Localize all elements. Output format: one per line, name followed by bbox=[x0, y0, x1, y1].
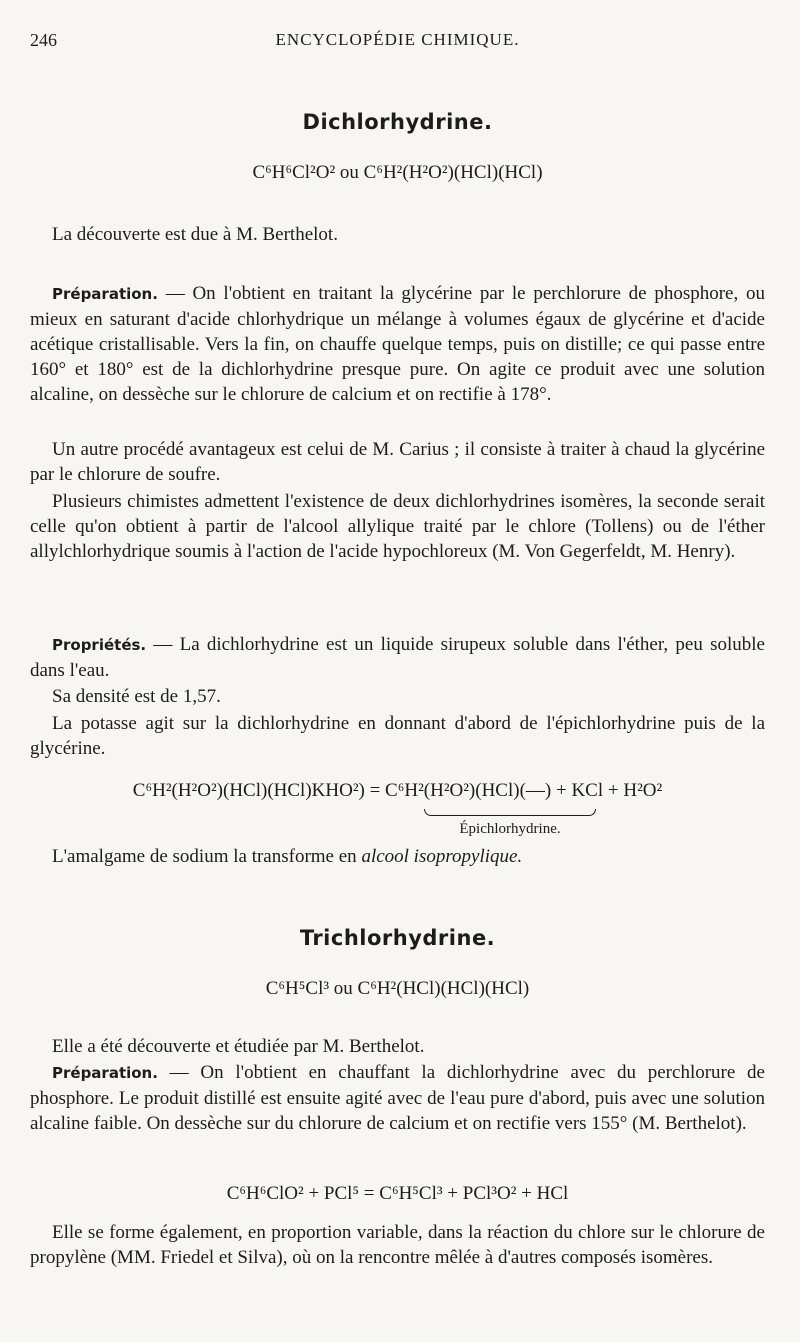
properties-text: — La dichlorhydrine est un liquide sirupeux soluble dans l'éther, peu soluble dans l'eau. bbox=[30, 634, 765, 681]
brace-group bbox=[410, 803, 610, 838]
brace-label: Épichlorhydrine. bbox=[459, 821, 561, 837]
discovery-trichlorhydrine: Elle a été découverte et étudiée par M. Berthelot. bbox=[52, 1036, 425, 1057]
section-title-dichlorhydrine: Dichlorhydrine. bbox=[302, 110, 493, 134]
amalgam-italic: alcool isopropylique. bbox=[361, 846, 523, 867]
running-head: ENCYCLOPÉDIE CHIMIQUE. bbox=[275, 30, 520, 49]
preparation-text: — On l'obtient en traitant la glycérine par le perchlorure de phosphore, ou mieux en saturant d'acide chlorhydrique un mélange à volumes égaux de glycérine et d'acide acétique cristallisable. Vers la fin, on chauffe quelque temps, puis on distille; ce qui passe entre 160° et 180° est de la dichlorhydrine presque pure. On agite ce produit avec une solution alcaline, on dessèche sur le chlorure de calcium et on rectifie à 178°. bbox=[30, 283, 765, 405]
formula-trichlorhydrine: C⁶H⁵Cl³ ou C⁶H²(HCl)(HCl)(HCl) bbox=[265, 978, 530, 999]
carius-paragraph: Un autre procédé avantageux est celui de M. Carius ; il consiste à traiter à chaud la glycérine par le chlorure de soufre. bbox=[30, 439, 765, 485]
properties-dichlorhydrine bbox=[30, 632, 765, 683]
preparation-text: — On l'obtient en chauffant la dichlorhydrine avec du perchlorure de phosphore. Le produit distillé est ensuite agité avec de l'eau pure d'abord, puis avec une solution alcaline faible. On dessèche sur du chlorure de calcium et on rectifie vers 155° (M. Berthelot). bbox=[30, 1062, 765, 1134]
isomers-paragraph: Plusieurs chimistes admettent l'existence de deux dichlorhydrines isomères, la seconde serait celle qu'on obtient à partir de l'alcool allylique traité par le chlore (Tollens) ou de l'éther allylchlorhydrique soumis à l'action de l'acide hypochloreux (M. Von Gegerfeldt, M. Henry). bbox=[30, 491, 765, 562]
preparation-label: Préparation. bbox=[52, 285, 158, 303]
potash-paragraph: La potasse agit sur la dichlorhydrine en donnant d'abord de l'épichlorhydrine puis de la glycérine. bbox=[30, 713, 765, 759]
preparation-trichlorhydrine bbox=[30, 1060, 765, 1136]
properties-label: Propriétés. bbox=[52, 636, 147, 654]
reaction-equation-pcl5: C⁶H⁶ClO² + PCl⁵ = C⁶H⁵Cl³ + PCl³O² + HCl bbox=[226, 1183, 569, 1204]
reaction-equation-potash: C⁶H²(H²O²)(HCl)(HCl)KHO²) = C⁶H²(H²O²)(HCl)(—) + KCl + H²O² bbox=[132, 780, 663, 801]
final-paragraph: Elle se forme également, en proportion variable, dans la réaction du chlore sur le chlorure de propylène (MM. Friedel et Silva), où on la rencontre mêlée à d'autres composés isomères. bbox=[30, 1222, 765, 1268]
formula-dichlorhydrine: C⁶H⁶Cl²O² ou C⁶H²(H²O²)(HCl)(HCl) bbox=[252, 162, 543, 183]
amalgam-text: L'amalgame de sodium la transforme en bbox=[52, 846, 362, 867]
brace-mark bbox=[424, 809, 596, 816]
amalgam-paragraph bbox=[30, 844, 765, 869]
discovery-dichlorhydrine: La découverte est due à M. Berthelot. bbox=[52, 224, 338, 245]
preparation-label: Préparation. bbox=[52, 1064, 158, 1082]
page bbox=[30, 0, 765, 1342]
page-header bbox=[30, 30, 765, 56]
preparation-dichlorhydrine bbox=[30, 281, 765, 407]
page-number: 246 bbox=[30, 30, 57, 50]
density-paragraph: Sa densité est de 1,57. bbox=[52, 686, 221, 707]
section-title-trichlorhydrine: Trichlorhydrine. bbox=[299, 926, 496, 950]
